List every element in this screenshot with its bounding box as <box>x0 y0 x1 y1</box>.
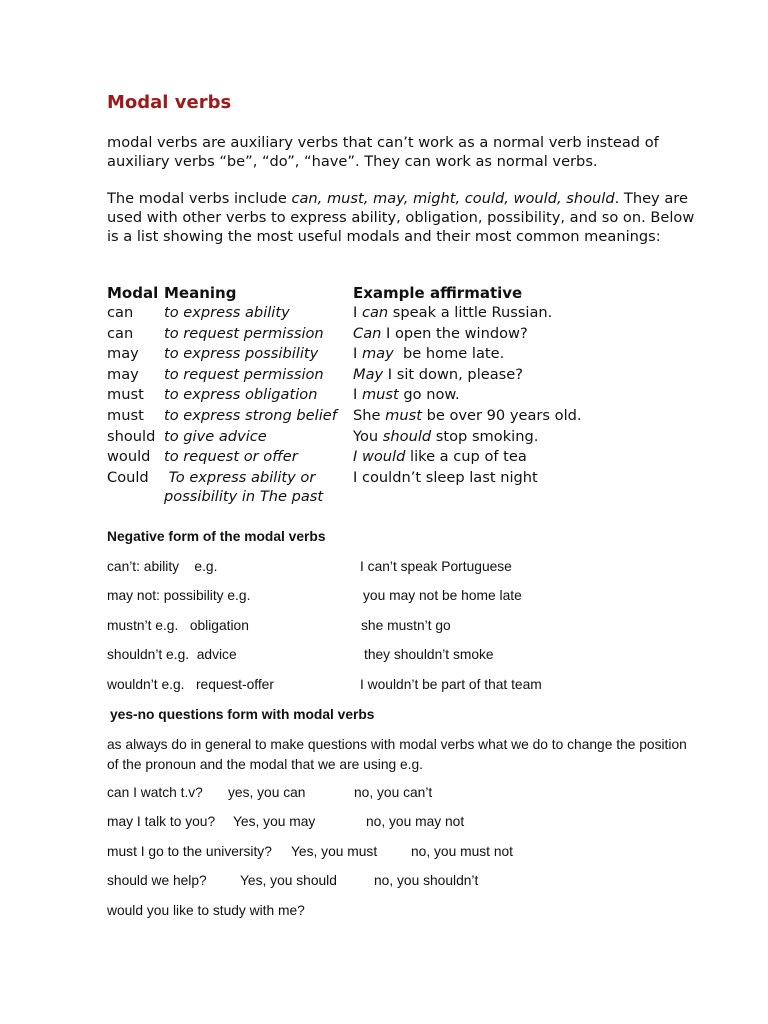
header-modal: Modal <box>107 284 159 302</box>
table-row <box>107 427 582 448</box>
negative-left: wouldn’t e.g. request-offer <box>107 677 274 692</box>
question-text: should we help? <box>107 873 207 888</box>
question-yes: Yes, you should <box>240 873 337 888</box>
row-meaning: to express obligation <box>164 386 318 404</box>
negative-left: can’t: ability e.g. <box>107 559 218 574</box>
question-yes: Yes, you may <box>233 814 316 829</box>
row-meaning: To express ability or possibility in The past <box>164 468 324 506</box>
row-meaning: to request permission <box>164 365 324 383</box>
question-yes: yes, you can <box>228 785 306 800</box>
table-row <box>107 468 582 507</box>
question-no: no, you shouldn’t <box>374 873 479 888</box>
include-suffix: . They are used with other verbs to express ability, obligation, possibility, and so on. Below is a list showing the most useful modals and their most common meanings: <box>107 190 695 245</box>
table-row <box>107 385 582 406</box>
row-example: I can speak a little Russian. <box>353 304 553 321</box>
row-example: You should stop smoking. <box>353 427 539 445</box>
row-modal: must <box>107 406 144 424</box>
questions-intro: as always do in general to make questions with modal verbs what we do to change the position of the pronoun and the modal that we are using e.g. <box>107 737 687 772</box>
table-row <box>107 406 582 427</box>
row-modal: can <box>107 324 134 342</box>
negative-right: I wouldn’t be part of that team <box>360 677 542 692</box>
questions-heading: yes-no questions form with modal verbs <box>110 707 375 722</box>
question-no: no, you must not <box>411 844 514 859</box>
row-modal: would <box>107 448 151 466</box>
row-example: I must go now. <box>353 386 460 404</box>
table-row <box>107 324 582 345</box>
include-paragraph <box>107 189 707 246</box>
question-text: would you like to study with me? <box>107 903 305 918</box>
row-example: Can I open the window? <box>353 324 528 342</box>
table-row <box>107 365 582 386</box>
table-header <box>107 283 582 303</box>
header-example: Example affirmative <box>353 284 523 302</box>
negative-right: you may not be home late <box>363 588 522 603</box>
negative-heading: Negative form of the modal verbs <box>107 529 326 544</box>
negative-right: she mustn’t go <box>361 618 451 633</box>
header-meaning: Meaning <box>164 284 237 302</box>
row-modal: can <box>107 304 134 321</box>
row-modal: may <box>107 365 139 383</box>
modal-table <box>107 283 582 507</box>
include-prefix: The modal verbs include <box>107 190 292 207</box>
row-meaning: to express ability <box>164 304 290 321</box>
question-text: must I go to the university? <box>107 844 272 859</box>
negative-right: I can’t speak Portuguese <box>360 559 512 574</box>
row-meaning: to request permission <box>164 324 324 342</box>
intro-paragraph: modal verbs are auxiliary verbs that can’t work as a normal verb instead of auxiliary verbs “be”, “do”, “have”. They can work as normal verbs. <box>107 134 659 170</box>
row-meaning: to request or offer <box>164 448 298 466</box>
row-example: I may be home late. <box>353 345 505 363</box>
question-no: no, you can’t <box>354 785 433 800</box>
include-list: can, must, may, might, could, would, should <box>291 190 615 207</box>
question-no: no, you may not <box>366 814 465 829</box>
row-example: I couldn’t sleep last night <box>353 468 538 486</box>
negative-left: mustn’t e.g. obligation <box>107 618 249 633</box>
question-text: can I watch t.v? <box>107 785 203 800</box>
row-meaning: to give advice <box>164 427 267 445</box>
row-meaning: to express strong belief <box>164 406 337 424</box>
row-meaning: to express possibility <box>164 345 319 363</box>
table-row <box>107 344 582 365</box>
negative-left: may not: possibility e.g. <box>107 588 251 603</box>
question-text: may I talk to you? <box>107 814 216 829</box>
row-modal: Could <box>107 468 149 486</box>
row-example: She must be over 90 years old. <box>353 406 582 424</box>
table-row <box>107 303 582 324</box>
negative-right: they shouldn’t smoke <box>364 647 494 662</box>
row-example: May I sit down, please? <box>353 365 523 383</box>
question-yes: Yes, you must <box>291 844 378 859</box>
row-example: I would like a cup of tea <box>353 448 527 466</box>
page-title: Modal verbs <box>107 92 232 113</box>
row-modal: must <box>107 386 144 404</box>
table-row <box>107 447 582 468</box>
row-modal: may <box>107 345 139 363</box>
negative-left: shouldn’t e.g. advice <box>107 647 237 662</box>
row-modal: should <box>107 427 156 445</box>
